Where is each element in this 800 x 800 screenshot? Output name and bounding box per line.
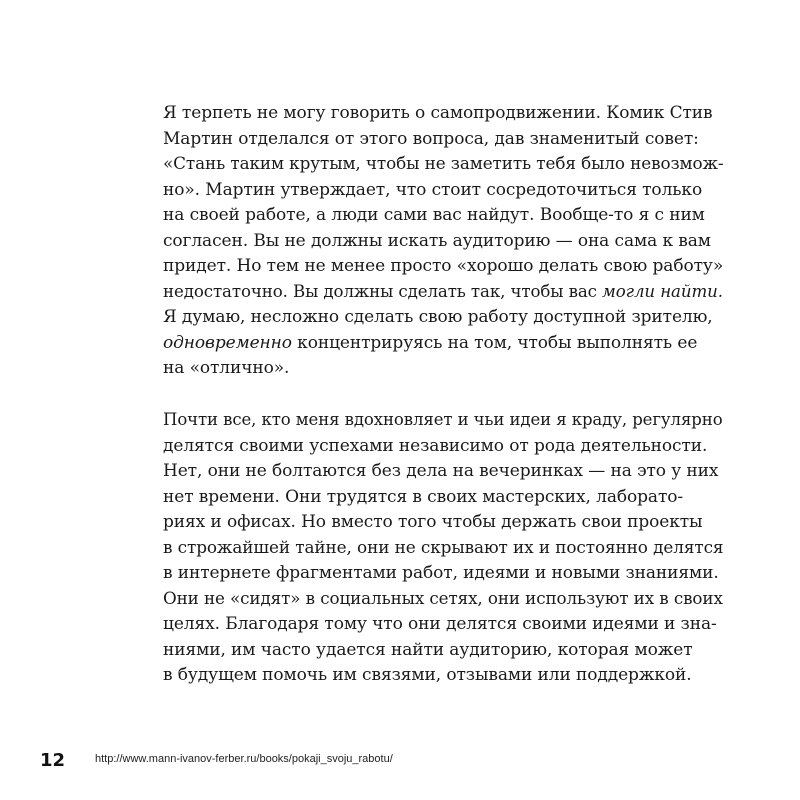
text-line: Они не «сидят» в социальных сетях, они используют их в своих (163, 588, 723, 609)
text-line: на своей работе, а люди сами вас найдут. Вообще-то я с ним (163, 205, 705, 225)
text-line: но». Мартин утверждает, что стоит сосредоточиться только (163, 179, 703, 200)
source-url-link[interactable]: http://www.mann-ivanov-ferber.ru/books/pokaji_svoju_rabotu/ (95, 753, 393, 765)
text-line: риях и офисах. Но вместо того чтобы держать свои проекты (163, 512, 703, 532)
text-line: одновременно концентрируясь на том, чтобы выполнять ее (163, 332, 698, 353)
italic-emphasis: одновременно (163, 332, 292, 353)
text-line: Нет, они не болтаются без дела на вечеринках — на это у них (163, 461, 719, 481)
text-line: в строжайшей тайне, они не скрывают их и постоянно делятся (163, 537, 724, 558)
page-number: 12 (40, 750, 66, 771)
text-line: нет времени. Они трудятся в своих мастерских, лаборато- (163, 486, 684, 507)
text-line: недостаточно. Вы должны сделать так, чтобы вас могли найти. (163, 281, 723, 302)
text-line: Я думаю, несложно сделать свою работу доступной зрителю, (163, 307, 713, 327)
text-line: Почти все, кто меня вдохновляет и чьи идеи я краду, регулярно (163, 410, 723, 430)
text-line: делятся своими успехами независимо от рода деятельности. (163, 435, 708, 456)
text-line: Мартин отделался от этого вопроса, дав знаменитый совет: (163, 128, 699, 149)
text-line: на «отлично». (163, 358, 290, 378)
text-line: «Стань таким крутым, чтобы не заметить тебя было невозмож- (163, 154, 724, 174)
text-line: в интернете фрагментами работ, идеями и новыми знаниями. (163, 563, 719, 583)
paragraph-1 (163, 101, 723, 382)
paragraph-2 (163, 408, 723, 689)
text-line: придет. Но тем не менее просто «хорошо делать свою работу» (163, 256, 724, 276)
text-line: согласен. Вы не должны искать аудиторию — она сама к вам (163, 230, 711, 251)
text-line: целях. Благодаря тому что они делятся своими идеями и зна- (163, 614, 717, 634)
text-line: Я терпеть не могу говорить о самопродвижении. Комик Стив (163, 103, 713, 123)
text-line: ниями, им часто удается найти аудиторию, которая может (163, 639, 693, 660)
italic-emphasis: могли найти. (602, 281, 723, 302)
text-line: в будущем помочь им связями, отзывами или поддержкой. (163, 665, 692, 685)
